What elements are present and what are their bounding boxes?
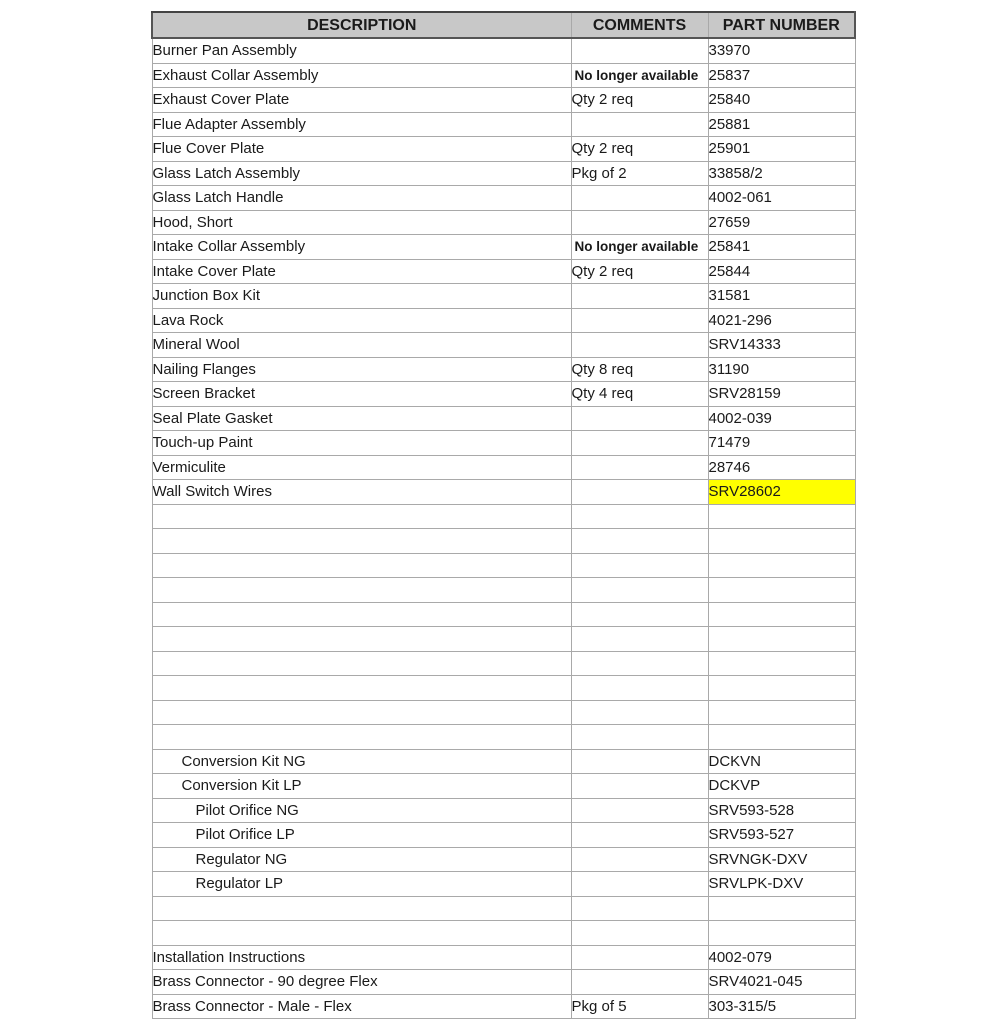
part-number-cell: 25901	[708, 137, 855, 162]
table-row	[152, 137, 855, 162]
part-number-cell: DCKVP	[708, 774, 855, 799]
comments-cell	[571, 333, 708, 358]
description-cell	[152, 921, 571, 946]
description-cell: Pilot Orifice NG	[152, 798, 571, 823]
description-cell	[152, 700, 571, 725]
table-body	[152, 38, 855, 1019]
description-cell	[152, 529, 571, 554]
table-row	[152, 308, 855, 333]
parts-table	[151, 11, 856, 1019]
part-number-cell: 4021-296	[708, 308, 855, 333]
description-cell	[152, 676, 571, 701]
part-number-cell-highlighted: SRV28602	[708, 480, 855, 505]
description-cell: Touch-up Paint	[152, 431, 571, 456]
table-row	[152, 480, 855, 505]
comments-cell	[571, 651, 708, 676]
part-number-cell	[708, 627, 855, 652]
blank-row	[152, 578, 855, 603]
description-cell: Conversion Kit NG	[152, 749, 571, 774]
description-cell: Exhaust Cover Plate	[152, 88, 571, 113]
part-number-cell	[708, 602, 855, 627]
description-cell: Regulator LP	[152, 872, 571, 897]
table-row	[152, 186, 855, 211]
comments-cell: Qty 2 req	[571, 137, 708, 162]
part-number-cell: 31581	[708, 284, 855, 309]
table-row	[152, 63, 855, 88]
part-number-cell: SRV593-527	[708, 823, 855, 848]
description-cell	[152, 553, 571, 578]
table-row	[152, 382, 855, 407]
description-cell: Vermiculite	[152, 455, 571, 480]
table-row	[152, 994, 855, 1019]
table-row	[152, 847, 855, 872]
comments-cell	[571, 553, 708, 578]
description-cell	[152, 602, 571, 627]
description-cell: Intake Cover Plate	[152, 259, 571, 284]
comments-cell	[571, 38, 708, 63]
blank-row	[152, 921, 855, 946]
description-cell: Regulator NG	[152, 847, 571, 872]
table-row	[152, 235, 855, 260]
blank-row	[152, 651, 855, 676]
description-header: DESCRIPTION	[152, 12, 571, 38]
description-cell: Glass Latch Handle	[152, 186, 571, 211]
part-number-cell: 27659	[708, 210, 855, 235]
part-number-cell: 4002-039	[708, 406, 855, 431]
part-number-cell	[708, 921, 855, 946]
comments-cell	[571, 725, 708, 750]
blank-row	[152, 602, 855, 627]
description-cell	[152, 504, 571, 529]
part-number-cell: 33970	[708, 38, 855, 63]
comments-cell	[571, 921, 708, 946]
comments-cell	[571, 186, 708, 211]
parts-list-sheet	[151, 11, 854, 1019]
table-row	[152, 357, 855, 382]
part-number-cell	[708, 676, 855, 701]
table-row	[152, 945, 855, 970]
part-number-header: PART NUMBER	[708, 12, 855, 38]
comments-cell: Pkg of 5	[571, 994, 708, 1019]
description-cell: Nailing Flanges	[152, 357, 571, 382]
part-number-cell: 25837	[708, 63, 855, 88]
comments-cell	[571, 774, 708, 799]
part-number-cell: 25844	[708, 259, 855, 284]
table-row	[152, 823, 855, 848]
part-number-cell: 28746	[708, 455, 855, 480]
part-number-cell: DCKVN	[708, 749, 855, 774]
description-cell: Wall Switch Wires	[152, 480, 571, 505]
part-number-cell: 4002-061	[708, 186, 855, 211]
table-row	[152, 284, 855, 309]
description-cell: Junction Box Kit	[152, 284, 571, 309]
part-number-cell: SRV593-528	[708, 798, 855, 823]
part-number-cell: SRV14333	[708, 333, 855, 358]
part-number-cell: 33858/2	[708, 161, 855, 186]
description-cell: Lava Rock	[152, 308, 571, 333]
description-cell: Hood, Short	[152, 210, 571, 235]
part-number-cell	[708, 700, 855, 725]
part-number-cell: 25840	[708, 88, 855, 113]
table-row	[152, 161, 855, 186]
description-cell	[152, 627, 571, 652]
part-number-cell	[708, 725, 855, 750]
comments-cell	[571, 970, 708, 995]
description-cell	[152, 725, 571, 750]
description-cell: Glass Latch Assembly	[152, 161, 571, 186]
description-cell	[152, 651, 571, 676]
blank-row	[152, 627, 855, 652]
description-cell	[152, 896, 571, 921]
table-row	[152, 872, 855, 897]
description-cell: Burner Pan Assembly	[152, 38, 571, 63]
comments-cell	[571, 798, 708, 823]
table-row	[152, 88, 855, 113]
comments-cell: Qty 2 req	[571, 88, 708, 113]
comments-cell: Qty 8 req	[571, 357, 708, 382]
comments-cell	[571, 284, 708, 309]
comments-cell: No longer available	[571, 63, 708, 88]
comments-cell	[571, 210, 708, 235]
description-cell: Conversion Kit LP	[152, 774, 571, 799]
comments-cell	[571, 308, 708, 333]
part-number-cell: SRV4021-045	[708, 970, 855, 995]
comments-cell	[571, 602, 708, 627]
table-row	[152, 406, 855, 431]
description-cell: Exhaust Collar Assembly	[152, 63, 571, 88]
table-row	[152, 333, 855, 358]
blank-row	[152, 504, 855, 529]
comments-cell: No longer available	[571, 235, 708, 260]
table-row	[152, 210, 855, 235]
description-cell	[152, 578, 571, 603]
part-number-cell	[708, 578, 855, 603]
comments-cell	[571, 700, 708, 725]
part-number-cell: 31190	[708, 357, 855, 382]
part-number-cell	[708, 896, 855, 921]
blank-row	[152, 896, 855, 921]
comments-cell	[571, 627, 708, 652]
comments-cell	[571, 676, 708, 701]
part-number-cell	[708, 651, 855, 676]
part-number-cell: 4002-079	[708, 945, 855, 970]
blank-row	[152, 553, 855, 578]
table-row	[152, 455, 855, 480]
comments-cell	[571, 455, 708, 480]
part-number-cell	[708, 504, 855, 529]
description-cell: Flue Adapter Assembly	[152, 112, 571, 137]
description-cell: Pilot Orifice LP	[152, 823, 571, 848]
blank-row	[152, 725, 855, 750]
blank-row	[152, 700, 855, 725]
table-row	[152, 749, 855, 774]
table-row	[152, 112, 855, 137]
description-cell: Brass Connector - Male - Flex	[152, 994, 571, 1019]
comments-cell: Pkg of 2	[571, 161, 708, 186]
blank-row	[152, 676, 855, 701]
part-number-cell: SRVNGK-DXV	[708, 847, 855, 872]
description-cell: Installation Instructions	[152, 945, 571, 970]
comments-cell	[571, 896, 708, 921]
description-cell: Intake Collar Assembly	[152, 235, 571, 260]
description-cell: Seal Plate Gasket	[152, 406, 571, 431]
part-number-cell: SRVLPK-DXV	[708, 872, 855, 897]
comments-cell	[571, 431, 708, 456]
part-number-cell: 25881	[708, 112, 855, 137]
table-row	[152, 431, 855, 456]
table-row	[152, 774, 855, 799]
part-number-cell	[708, 529, 855, 554]
table-row	[152, 798, 855, 823]
table-row	[152, 259, 855, 284]
comments-cell	[571, 945, 708, 970]
comments-cell	[571, 504, 708, 529]
table-row	[152, 970, 855, 995]
description-cell: Brass Connector - 90 degree Flex	[152, 970, 571, 995]
comments-cell: Qty 2 req	[571, 259, 708, 284]
part-number-cell: 25841	[708, 235, 855, 260]
comments-cell	[571, 480, 708, 505]
description-cell: Mineral Wool	[152, 333, 571, 358]
table-header-row	[152, 12, 855, 38]
comments-cell	[571, 406, 708, 431]
comments-cell	[571, 872, 708, 897]
description-cell: Screen Bracket	[152, 382, 571, 407]
description-cell: Flue Cover Plate	[152, 137, 571, 162]
comments-cell	[571, 529, 708, 554]
comments-cell	[571, 112, 708, 137]
comments-cell	[571, 578, 708, 603]
part-number-cell: 303-315/5	[708, 994, 855, 1019]
table-row	[152, 38, 855, 63]
comments-header: COMMENTS	[571, 12, 708, 38]
comments-cell	[571, 847, 708, 872]
part-number-cell: SRV28159	[708, 382, 855, 407]
comments-cell	[571, 749, 708, 774]
blank-row	[152, 529, 855, 554]
part-number-cell	[708, 553, 855, 578]
part-number-cell: 71479	[708, 431, 855, 456]
comments-cell: Qty 4 req	[571, 382, 708, 407]
comments-cell	[571, 823, 708, 848]
